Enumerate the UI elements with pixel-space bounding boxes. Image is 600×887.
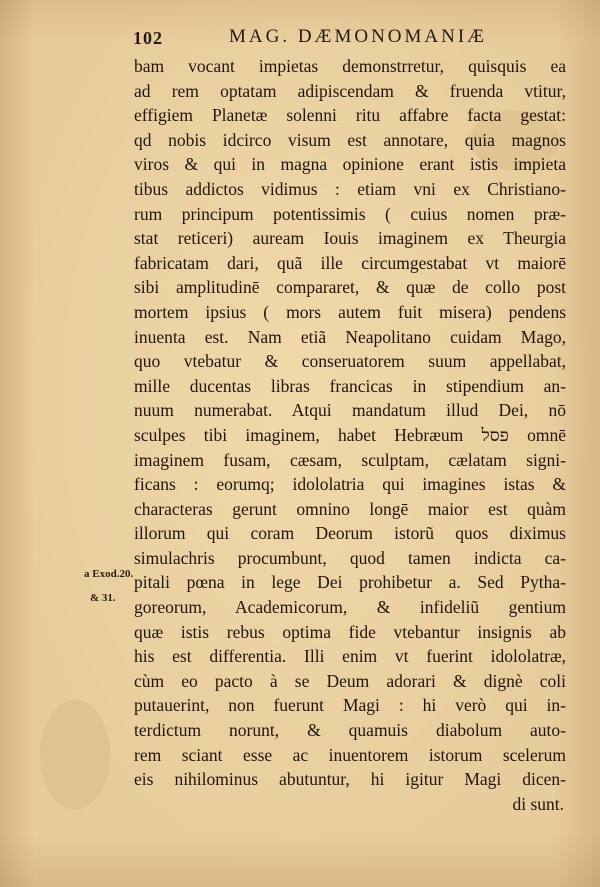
text-line: inuenta est. Nam etiã Neapolitano cuidam Mago, — [134, 326, 566, 347]
margin-note-reference: a Exod.20. — [84, 568, 134, 580]
text-line-final: di sunt. — [512, 793, 564, 814]
text-line: eis nihilominus abutuntur, hi igitur Magi dicen- — [134, 769, 566, 790]
text-line: mille ducentas libras francicas in stipendium an- — [134, 375, 566, 396]
text-line: putauerint, non fuerunt Magi : hi verò qui in- — [134, 695, 566, 716]
text-line: simulachris procumbunt, quod tamen indicta ca- — [134, 547, 566, 568]
text-line: effigiem Planetæ solenni ritu affabre facta gestat: — [134, 105, 566, 126]
text-line: illorum qui coram Deorum istorũ quos diximus — [134, 523, 566, 544]
text-line: fabricatam dari, quã ille circumgestabat vt maiorē — [134, 252, 566, 273]
text-line: quo vtebatur & conseruatorem suum appellabat, — [134, 351, 566, 372]
text-line: viros & qui in magna opinione erant istis impieta — [134, 154, 566, 175]
page-number: 102 — [133, 28, 163, 48]
text-line: quæ istis rebus optima fide vtebantur insignis ab — [134, 621, 566, 642]
text-line: sculpes tibi imaginem, habet Hebræum פסל omnē — [134, 424, 566, 445]
text-line: bam vocant impietas demonstrretur, quisquis ea — [134, 56, 566, 76]
text-line: imaginem fusam, cæsam, sculptam, cælatam signi- — [134, 449, 566, 470]
margin-note-reference: & 31. — [90, 592, 116, 604]
text-line: ad rem optatam adipiscendam & fruenda vtitur, — [134, 80, 566, 101]
text-line: his est differentia. Illi enim vt fuerint idololatræ, — [134, 646, 566, 667]
text-line: goreorum, Academicorum, & infideliũ gentium — [134, 597, 566, 618]
text-line: ficans : eorumq; idololatria qui imagines istas & — [134, 474, 566, 495]
text-line: sibi amplitudinē compararet, & quæ de collo post — [134, 277, 566, 298]
text-line: rum principum potentissimis ( cuius nomen præ- — [134, 203, 566, 224]
text-line: nuum numerabat. Atqui mandatum illud Dei, nō — [134, 400, 566, 421]
text-line: stat reticeri) auream Iouis imaginem ex Theurgia — [134, 228, 566, 249]
text-line: tibus addictos vidimus : etiam vni ex Christiano- — [134, 178, 566, 199]
text-line: mortem ipsius ( mors autem fuit misera) pendens — [134, 301, 566, 322]
text-line: characteras gerunt omnino longē maior est quàm — [134, 498, 566, 519]
text-line: qd nobis idcirco visum est annotare, quia magnos — [134, 129, 566, 150]
text-line: pitali pœna in lege Dei prohibetur a. Sed Pytha- — [134, 572, 566, 593]
text-line: terdictum norunt, & quamuis diabolum auto- — [134, 720, 566, 741]
running-head: MAG. DÆMONOMANIÆ — [229, 26, 488, 47]
text-line: cùm eo pacto à se Deum adorari & dignè coli — [134, 670, 566, 691]
text-line: rem sciant esse ac inuentorem istorum scelerum — [134, 744, 566, 765]
page-header — [133, 26, 553, 52]
body-text — [134, 54, 566, 816]
paper-stain — [40, 700, 110, 810]
